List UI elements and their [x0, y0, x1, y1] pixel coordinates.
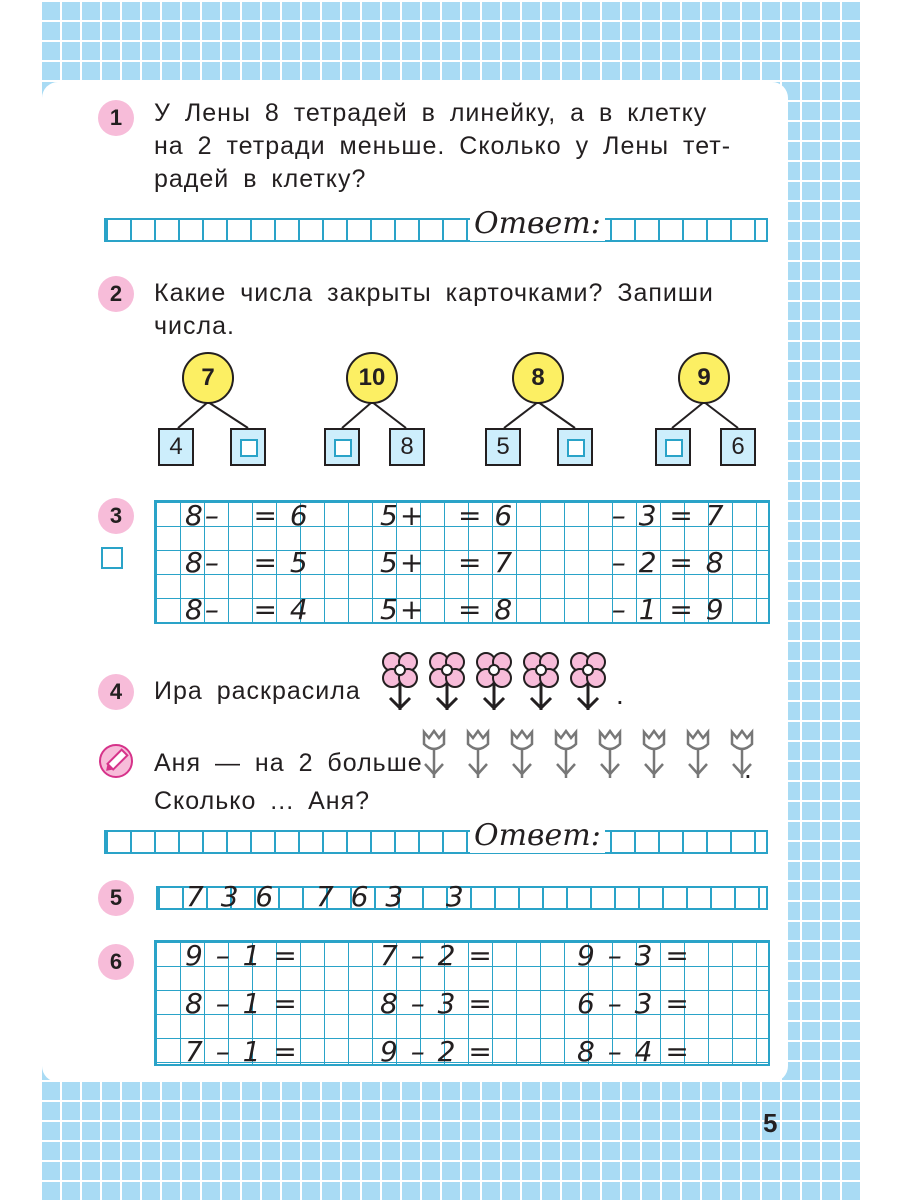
task-number-4: 4 [98, 674, 134, 710]
task4-line-3: Сколько ... Аня? [154, 787, 371, 815]
task-number-6: 6 [98, 944, 134, 980]
tree-3-top: 8 [512, 352, 564, 404]
tulip-icon [468, 731, 488, 778]
checkbox-square[interactable] [101, 547, 123, 569]
tulip-icon [688, 731, 708, 778]
t3-r1-c1: 8– = 6 [185, 499, 310, 532]
task-number-3: 3 [98, 498, 134, 534]
t3-r2-c3: – 2 = 8 [590, 546, 726, 579]
tree-3-left: 5 [485, 428, 521, 466]
flower-icon [524, 653, 558, 710]
flower-icon [430, 653, 464, 710]
task4-line-1: Ира раскрасила [154, 677, 361, 705]
page-number: 5 [763, 1108, 778, 1138]
task1-line-2: на 2 тетради меньше. Сколько у Лены тет- [154, 132, 732, 160]
tulip-icon [424, 731, 444, 778]
flower-icon [477, 653, 511, 710]
tree-2-top: 10 [346, 352, 398, 404]
tree-4-right: 6 [720, 428, 756, 466]
t3-r2-c2: 5+ = 7 [380, 546, 515, 579]
task-number-2: 2 [98, 276, 134, 312]
tree-2-left-card[interactable] [324, 428, 360, 466]
tulip-icon [512, 731, 532, 778]
hidden-card [567, 439, 585, 457]
tree-4-left-card[interactable] [655, 428, 691, 466]
task-number-5: 5 [98, 880, 134, 916]
t3-r1-c2: 5+ = 6 [380, 499, 515, 532]
number-tree-lines [0, 0, 900, 500]
task1-line-1: У Лены 8 тетрадей в линейку, а в клетку [154, 99, 708, 127]
t3-r3-c3: – 1 = 9 [590, 593, 726, 626]
answer-label-4: Ответ: [470, 818, 605, 853]
t6-r3-c3: 8 – 4 = [577, 1035, 691, 1068]
answer-strip-4[interactable] [104, 830, 768, 854]
pencil-icon [98, 743, 134, 779]
t6-r3-c1: 7 – 1 = [185, 1035, 299, 1068]
flower-icon [383, 653, 417, 710]
t6-r2-c3: 6 – 3 = [577, 987, 691, 1020]
task2-line-2: числа. [154, 312, 235, 340]
answer-label-1: Ответ: [470, 206, 605, 241]
svg-text:.: . [744, 753, 752, 784]
tree-1-top: 7 [182, 352, 234, 404]
tulip-icon [644, 731, 664, 778]
t3-r1-c3: – 3 = 7 [590, 499, 726, 532]
t6-r1-c2: 7 – 2 = [380, 939, 494, 972]
tree-1-left: 4 [158, 428, 194, 466]
task-number-1: 1 [98, 100, 134, 136]
hidden-card [240, 439, 258, 457]
tulips-row [418, 726, 763, 784]
tulip-icon [556, 731, 576, 778]
t6-r3-c2: 9 – 2 = [380, 1035, 494, 1068]
t3-r3-c1: 8– = 4 [185, 593, 310, 626]
task5-sequence: 7 3 6 7 6 3 3 [186, 880, 468, 913]
flowers-row [378, 652, 638, 714]
flower-icon [571, 653, 605, 710]
tree-3-right-card[interactable] [557, 428, 593, 466]
tree-1-right-card[interactable] [230, 428, 266, 466]
t6-r2-c1: 8 – 1 = [185, 987, 299, 1020]
svg-text:.: . [616, 679, 624, 710]
task4-line-2: Аня — на 2 больше [154, 749, 423, 777]
tree-4-top: 9 [678, 352, 730, 404]
hidden-card [334, 439, 352, 457]
task2-line-1: Какие числа закрыты карточками? Запиши [154, 279, 714, 307]
tulip-icon [600, 731, 620, 778]
t3-r3-c2: 5+ = 8 [380, 593, 515, 626]
t6-r2-c2: 8 – 3 = [380, 987, 494, 1020]
tree-2-right: 8 [389, 428, 425, 466]
t3-r2-c1: 8– = 5 [185, 546, 310, 579]
hidden-card [665, 439, 683, 457]
task1-line-3: радей в клетку? [154, 165, 367, 193]
t6-r1-c1: 9 – 1 = [185, 939, 299, 972]
t6-r1-c3: 9 – 3 = [577, 939, 691, 972]
